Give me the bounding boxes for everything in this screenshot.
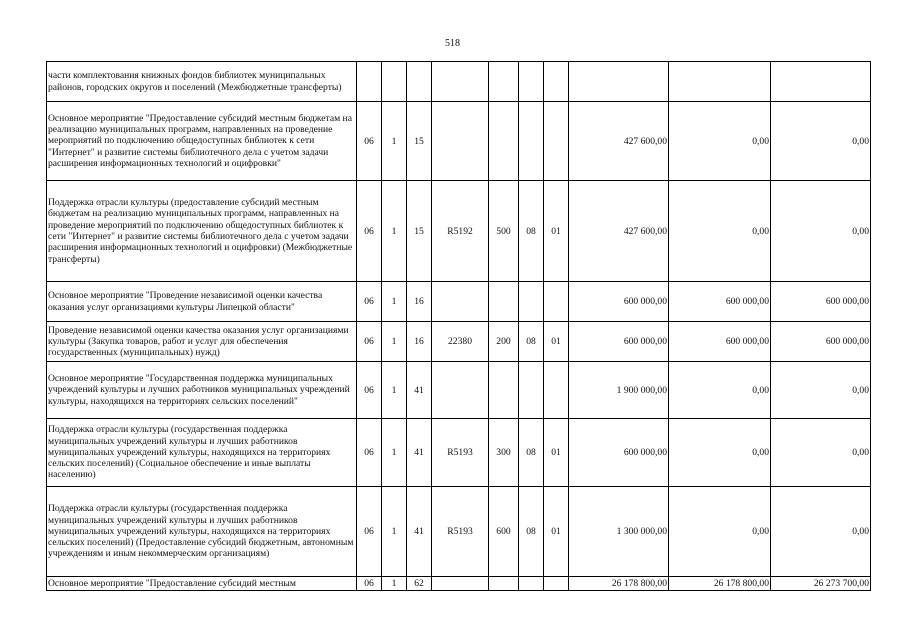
amount-cell-v2: 26 178 800,00: [669, 577, 771, 591]
table-row: [47, 577, 871, 591]
code-cell-c6: 08: [519, 322, 544, 362]
code-cell-c4: R5193: [432, 487, 489, 577]
code-cell-c4: 22380: [432, 322, 489, 362]
row-description: Основное мероприятие "Проведение независимой оценки качества оказания услуг организациями культуры Липецкой области": [47, 282, 357, 322]
row-description: части комплектования книжных фондов библиотек муниципальных районов, городских округов и поселений (Межбюджетные трансферты): [47, 62, 357, 102]
code-cell-c4: [432, 282, 489, 322]
code-cell-c3: 15: [407, 102, 432, 181]
code-cell-c3: 16: [407, 282, 432, 322]
code-cell-c5: [489, 577, 519, 591]
code-cell-c5: [489, 282, 519, 322]
amount-cell-v1: 427 600,00: [569, 102, 669, 181]
table-body: [47, 62, 871, 591]
code-cell-c1: 06: [357, 282, 382, 322]
code-cell-c6: 08: [519, 419, 544, 487]
code-cell-c1: 06: [357, 487, 382, 577]
amount-cell-v2: 0,00: [669, 487, 771, 577]
row-description: Основное мероприятие "Предоставление субсидий местным бюджетам на реализацию муниципальных программ, направленных на проведение мероприятий по подключению общедоступных библиотек к сети "Интернет" и развитие системы библиотечного дела с учетом задачи расширения информационных технологий и оцифровки": [47, 102, 357, 181]
code-cell-c3: 16: [407, 322, 432, 362]
code-cell-c6: 08: [519, 487, 544, 577]
code-cell-c2: 1: [382, 322, 407, 362]
table-row: [47, 362, 871, 419]
amount-cell-v3: 26 273 700,00: [771, 577, 871, 591]
code-cell-c2: 1: [382, 577, 407, 591]
code-cell-c5: [489, 62, 519, 102]
page-number: 518: [445, 38, 460, 49]
code-cell-c3: 41: [407, 487, 432, 577]
table-row: [47, 322, 871, 362]
table-row: [47, 282, 871, 322]
code-cell-c4: R5193: [432, 419, 489, 487]
code-cell-c2: 1: [382, 282, 407, 322]
amount-cell-v2: [669, 62, 771, 102]
amount-cell-v3: 0,00: [771, 102, 871, 181]
amount-cell-v2: 0,00: [669, 419, 771, 487]
row-description: Поддержка отрасли культуры (государственная поддержка муниципальных учреждений культуры и лучших работников муниципальных учреждений культуры, находящихся на территориях сельских поселений) (Социальное обеспечение и иные выплаты населению): [47, 419, 357, 487]
code-cell-c3: 41: [407, 362, 432, 419]
row-description: Поддержка отрасли культуры (предоставление субсидий местным бюджетам на реализацию муниципальных программ, направленных на проведение мероприятий по подключению общедоступных библиотек к сети "Интернет" и развитие системы библиотечного дела с учетом задачи расширения информационных технологий и оцифровки) (Межбюджетные трансферты): [47, 181, 357, 282]
row-description: Основное мероприятие "Государственная поддержка муниципальных учреждений культуры и лучших работников муниципальных учреждений культуры, находящихся на территориях сельских поселений": [47, 362, 357, 419]
amount-cell-v1: 600 000,00: [569, 419, 669, 487]
table-row: [47, 62, 871, 102]
code-cell-c3: [407, 62, 432, 102]
table-row: [47, 419, 871, 487]
table-row: [47, 102, 871, 181]
amount-cell-v1: [569, 62, 669, 102]
amount-cell-v1: 1 900 000,00: [569, 362, 669, 419]
amount-cell-v1: 600 000,00: [569, 282, 669, 322]
code-cell-c7: [544, 577, 569, 591]
table-row: [47, 487, 871, 577]
amount-cell-v1: 600 000,00: [569, 322, 669, 362]
code-cell-c7: 01: [544, 322, 569, 362]
code-cell-c2: 1: [382, 102, 407, 181]
code-cell-c3: 62: [407, 577, 432, 591]
amount-cell-v1: 1 300 000,00: [569, 487, 669, 577]
code-cell-c6: [519, 282, 544, 322]
amount-cell-v3: 0,00: [771, 487, 871, 577]
amount-cell-v2: 0,00: [669, 181, 771, 282]
amount-cell-v1: 26 178 800,00: [569, 577, 669, 591]
row-description: Поддержка отрасли культуры (государственная поддержка муниципальных учреждений культуры и лучших работников муниципальных учреждений культуры, находящихся на территориях сельских поселений) (Предоставление субсидий бюджетным, автономным учреждениям и иным некоммерческим организациям): [47, 487, 357, 577]
code-cell-c2: 1: [382, 419, 407, 487]
code-cell-c5: 200: [489, 322, 519, 362]
code-cell-c7: 01: [544, 181, 569, 282]
code-cell-c3: 15: [407, 181, 432, 282]
budget-table: [46, 61, 871, 591]
code-cell-c1: 06: [357, 181, 382, 282]
amount-cell-v2: 600 000,00: [669, 282, 771, 322]
code-cell-c6: 08: [519, 181, 544, 282]
table-row: [47, 181, 871, 282]
code-cell-c7: 01: [544, 487, 569, 577]
code-cell-c1: 06: [357, 102, 382, 181]
code-cell-c2: 1: [382, 362, 407, 419]
code-cell-c7: [544, 362, 569, 419]
row-description: Проведение независимой оценки качества оказания услуг организациями культуры (Закупка товаров, работ и услуг для обеспечения государственных (муниципальных) нужд): [47, 322, 357, 362]
code-cell-c4: R5192: [432, 181, 489, 282]
code-cell-c5: [489, 102, 519, 181]
code-cell-c7: [544, 282, 569, 322]
code-cell-c7: [544, 102, 569, 181]
code-cell-c3: 41: [407, 419, 432, 487]
code-cell-c1: 06: [357, 419, 382, 487]
code-cell-c1: 06: [357, 577, 382, 591]
amount-cell-v3: 0,00: [771, 181, 871, 282]
row-description: Основное мероприятие "Предоставление субсидий местным: [47, 577, 357, 591]
amount-cell-v3: 0,00: [771, 419, 871, 487]
amount-cell-v3: [771, 62, 871, 102]
code-cell-c1: 06: [357, 322, 382, 362]
amount-cell-v3: 0,00: [771, 362, 871, 419]
code-cell-c1: [357, 62, 382, 102]
amount-cell-v3: 600 000,00: [771, 322, 871, 362]
code-cell-c6: [519, 62, 544, 102]
amount-cell-v2: 0,00: [669, 362, 771, 419]
code-cell-c2: 1: [382, 181, 407, 282]
amount-cell-v1: 427 600,00: [569, 181, 669, 282]
code-cell-c5: [489, 362, 519, 419]
code-cell-c6: [519, 577, 544, 591]
code-cell-c2: 1: [382, 487, 407, 577]
code-cell-c4: [432, 362, 489, 419]
code-cell-c5: 600: [489, 487, 519, 577]
amount-cell-v2: 0,00: [669, 102, 771, 181]
code-cell-c1: 06: [357, 362, 382, 419]
code-cell-c4: [432, 577, 489, 591]
amount-cell-v2: 600 000,00: [669, 322, 771, 362]
code-cell-c6: [519, 102, 544, 181]
amount-cell-v3: 600 000,00: [771, 282, 871, 322]
code-cell-c5: 300: [489, 419, 519, 487]
code-cell-c2: [382, 62, 407, 102]
code-cell-c7: [544, 62, 569, 102]
code-cell-c4: [432, 102, 489, 181]
code-cell-c7: 01: [544, 419, 569, 487]
code-cell-c4: [432, 62, 489, 102]
code-cell-c5: 500: [489, 181, 519, 282]
code-cell-c6: [519, 362, 544, 419]
